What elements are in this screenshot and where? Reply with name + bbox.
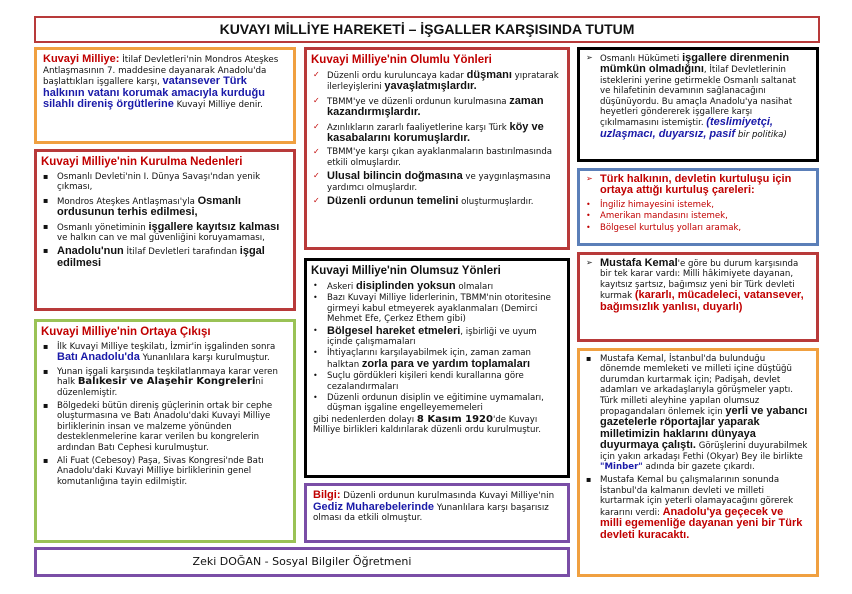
negative-closing: gibi nedenlerden dolayı 8 Kasım 1920'de Kuvayı Milliye birlikleri kaldırılarak düzenli ordu kurulmuştur.: [313, 413, 541, 436]
bullet-icon: •: [313, 348, 318, 358]
decision-list: [580, 258, 812, 313]
bullet-icon: •: [586, 211, 591, 221]
bullet-icon: •: [313, 281, 318, 290]
negative-heading: Kuvayi Milliye'nin Olumsuz Yönleri: [311, 265, 501, 277]
list-item: ▪ Osmanlı yönetiminin işgallere kayıtsız kalması ve halkın can ve mal güvenliğini koruyamaması,: [43, 220, 280, 244]
bullet-icon: •: [313, 325, 318, 335]
list-item: • Bazı Kuvayi Milliye liderlerinin, TBMM'nin otoritesine girmeyi kabul etmeyerek ayaklanmaları (Demirci Mehmet Efe, Çerkez Ethem gibi): [313, 293, 551, 325]
bullet-icon: ▪: [43, 456, 49, 466]
list-item: • Düzenli ordunun disiplin ve eğitimine uymamaları, düşman işgaline engelleyememeleri: [313, 393, 544, 414]
list-item: ▪ Osmanlı Devleti'nin I. Dünya Savaşı'ndan yenik çıkması,: [43, 172, 261, 193]
ottoman-box: [577, 47, 819, 162]
list-item: • Suçlu gördükleri kişileri kendi kurallarına göre cezalandırmaları: [313, 371, 524, 392]
emergence-box: [34, 319, 296, 543]
list-item: • Bölgesel hareket etmeleri, işbirliği ve uyum içinde çalışmamaları: [313, 324, 537, 348]
list-item: ➢ Türk halkının, devletin kurtuluşu için ortaya attığı kurtuluş çareleri:: [586, 173, 792, 197]
check-icon: ✓: [313, 95, 320, 105]
list-item: ▪ Anadolu'nun İtilaf Devletleri tarafından işgal edilmesi: [43, 245, 265, 269]
check-icon: ✓: [313, 121, 320, 131]
definition-term: Kuvayi Milliye:: [43, 53, 120, 65]
footer-author: Zeki DOĞAN - Sosyal Bilgiler Öğretmeni: [34, 547, 570, 577]
bullet-icon: ▪: [43, 366, 49, 376]
definition-highlight: vatansever Türk halkının vatanı korumak amacıyla kurduğu silahlı direniş örgütlerine: [43, 75, 265, 111]
positive-box: [304, 47, 570, 250]
bullet-icon: ▪: [43, 195, 49, 205]
list-item: • Amerikan mandasını istemek,: [586, 211, 728, 222]
list-item: ▪ Ali Fuat (Cebesoy) Paşa, Sivas Kongresi'nde Batı Anadolu'daki Kuvayi Milliye birliklerinin genel komutanlığına tayin edilmiştir.: [43, 456, 264, 487]
list-item: ▪ Mustafa Kemal, İstanbul'da bulunduğu dönemde memleketi ve milleti içine düştüğü durumdan kurtarmak için; Padişah, devlet adamları ve arkadaşlarıyla görüşmeler yaptı. Türk milleti aleyhine yapılan olumsuz propagandaları önlemek için yerli ve yabancı gazetelerle röportajlar yaparak milletimizin haklarını dünyaya duyurmaya çalıştı. Görüşlerini duyurabilmek için yakın arkadaşı Fethi (Okyar) Bey ile birlikte "Minber" adında bir gazete çıkardı.: [586, 354, 808, 473]
check-icon: ✓: [313, 70, 320, 79]
list-item: • Askeri disiplinden yoksun olmaları: [313, 280, 494, 292]
list-item: ✓ Ulusal bilincin doğmasına ve yaygınlaşmasına yardımcı olmuşlardır.: [313, 170, 551, 193]
bullet-icon: ▪: [43, 172, 49, 181]
bullet-icon: •: [313, 393, 318, 403]
list-item: ➢ Mustafa Kemal'e göre bu durum karşısında bir tek karar vardı: Milli hâkimiyete dayanan, kayıtsız şartsız, bağımsız yeni bir Türk devleti kurmak (kararlı, mücadeleci, vatansever, bağımsızlık yanlısı, duyarlı): [586, 257, 804, 313]
list-item: ✓ TBMM'ye karşı çıkan ayaklanmaların bastırılmasında etkili olmuşlardır.: [313, 147, 553, 168]
arrow-icon: ➢: [586, 53, 593, 62]
list-item: ▪ Bölgedeki bütün direniş güçlerinin ortak bir cephe oluşturmasına ve Batı Anadolu'daki Kuvayi Milliye birliklerinin insan ve malzeme yönünden desteklenmelerine karar verilen bu kongrelerin ardından Batı Cephesi kurulmuştur.: [43, 401, 273, 453]
list-item: • İngiliz himayesini istemek,: [586, 199, 715, 210]
emergence-list: [37, 342, 293, 487]
list-item: • Bölgesel kurtuluş yolları aramak,: [586, 222, 742, 233]
bullet-icon: ▪: [586, 475, 592, 485]
bullet-icon: •: [313, 293, 318, 303]
negative-list: [307, 281, 567, 414]
list-item: ▪ İlk Kuvayi Milliye teşkilatı, İzmir'in işgalinden sonra Batı Anadolu'da Yunanlılara karşı kurulmuştur.: [43, 342, 276, 364]
reasons-box: [34, 149, 296, 311]
decision-box: [577, 252, 819, 342]
remedies-list: [580, 174, 812, 233]
info-box: [304, 483, 570, 543]
positive-list: [307, 70, 567, 207]
list-item: ✓ Düzenli ordunun temelini oluşturmuşlardır.: [313, 195, 534, 208]
list-item: ✓ TBMM'ye ve düzenli ordunun kurulmasına zaman kazandırmışlardır.: [313, 94, 544, 119]
istanbul-box: [577, 348, 819, 577]
istanbul-list: [580, 354, 812, 541]
positive-heading: Kuvayi Milliye'nin Olumlu Yönleri: [311, 54, 492, 66]
bullet-icon: ▪: [43, 246, 49, 256]
bullet-icon: •: [586, 199, 591, 209]
arrow-icon: ➢: [586, 174, 593, 183]
bullet-icon: •: [313, 371, 318, 381]
bullet-icon: ▪: [43, 221, 49, 231]
check-icon: ✓: [313, 196, 320, 206]
list-item: ➢ Osmanlı Hükümeti işgallere direnmenin mümkün olmadığını, İtilaf Devletlerinin isteklerini yerine getirmekle Osmanlı saltanat ve hilafetinin devamının sağlanacağını düşünüyordu. Bu amaçla Anadolu'ya nasihat heyetleri göndererek işgallere karşı çıkılmamasını istemiştir. (teslimiyetçi, uzlaşmacı, duyarsız, pasif bir politika): [586, 52, 797, 140]
remedies-box: [577, 168, 819, 246]
reasons-list: [37, 172, 293, 269]
check-icon: ✓: [313, 171, 320, 181]
bullet-icon: ▪: [586, 354, 592, 363]
bullet-icon: •: [586, 222, 591, 232]
list-item: ▪ Yunan işgali karşısında teşkilatlanmaya karar veren halk Balıkesir ve Alaşehir Kongrelerini düzenlemiştir.: [43, 366, 278, 398]
list-item: ▪ Mustafa Kemal bu çalışmalarının sonunda İstanbul'da kalmanın devleti ve milleti kurtarmak için yeterli olamayacağını görerek kararını verdi: Anadolu'ya geçecek ve milli egemenliğe dayanan yeni bir Türk devleti kuracaktı.: [586, 475, 803, 541]
bullet-icon: ▪: [43, 401, 49, 411]
list-item: ✓ Düzenli ordu kuruluncaya kadar düşmanı yıpratarak ilerleyişlerini yavaşlatmışlardır.: [313, 69, 559, 93]
list-item: • İhtiyaçlarını karşılayabilmek için, zaman zaman halktan zorla para ve yardım toplamaları: [313, 348, 531, 370]
info-text: Bilgi: Düzenli ordunun kurulmasında Kuvayi Milliye'nin Gediz Muharebelerinde Yunanlılara karşı başarısız olması da etkili olmuştur.: [313, 489, 555, 524]
check-icon: ✓: [313, 147, 320, 157]
emergence-heading: Kuvayi Milliye'nin Ortaya Çıkışı: [41, 326, 211, 338]
page-title: KUVAYI MİLLİYE HAREKETİ – İŞGALLER KARŞISINDA TUTUM: [34, 16, 820, 43]
definition-box: [34, 47, 296, 144]
bullet-icon: ▪: [43, 342, 49, 351]
list-item: ✓ Azınlıkların zararlı faaliyetlerine karşı Türk köy ve kasabalarını korumuşlardır.: [313, 120, 544, 145]
negative-box: [304, 258, 570, 478]
definition-text: Kuvayi Milliye: İtilaf Devletleri'nin Mondros Ateşkes Antlaşmasının 7. maddesine dayanarak Anadolu'da başlattıkları işgallere karşı, vatansever Türk halkının vatanı korumak amacıyla kurduğu silahlı direniş örgütlerine Kuvayi Milliye denir.: [43, 53, 279, 111]
arrow-icon: ➢: [586, 258, 593, 267]
info-label: Bilgi:: [313, 489, 341, 501]
ottoman-list: [580, 53, 812, 140]
list-item: ▪ Mondros Ateşkes Antlaşması'yla Osmanlı ordusunun terhis edilmesi,: [43, 194, 241, 219]
reasons-heading: Kuvayi Milliye'nin Kurulma Nedenleri: [41, 156, 243, 168]
